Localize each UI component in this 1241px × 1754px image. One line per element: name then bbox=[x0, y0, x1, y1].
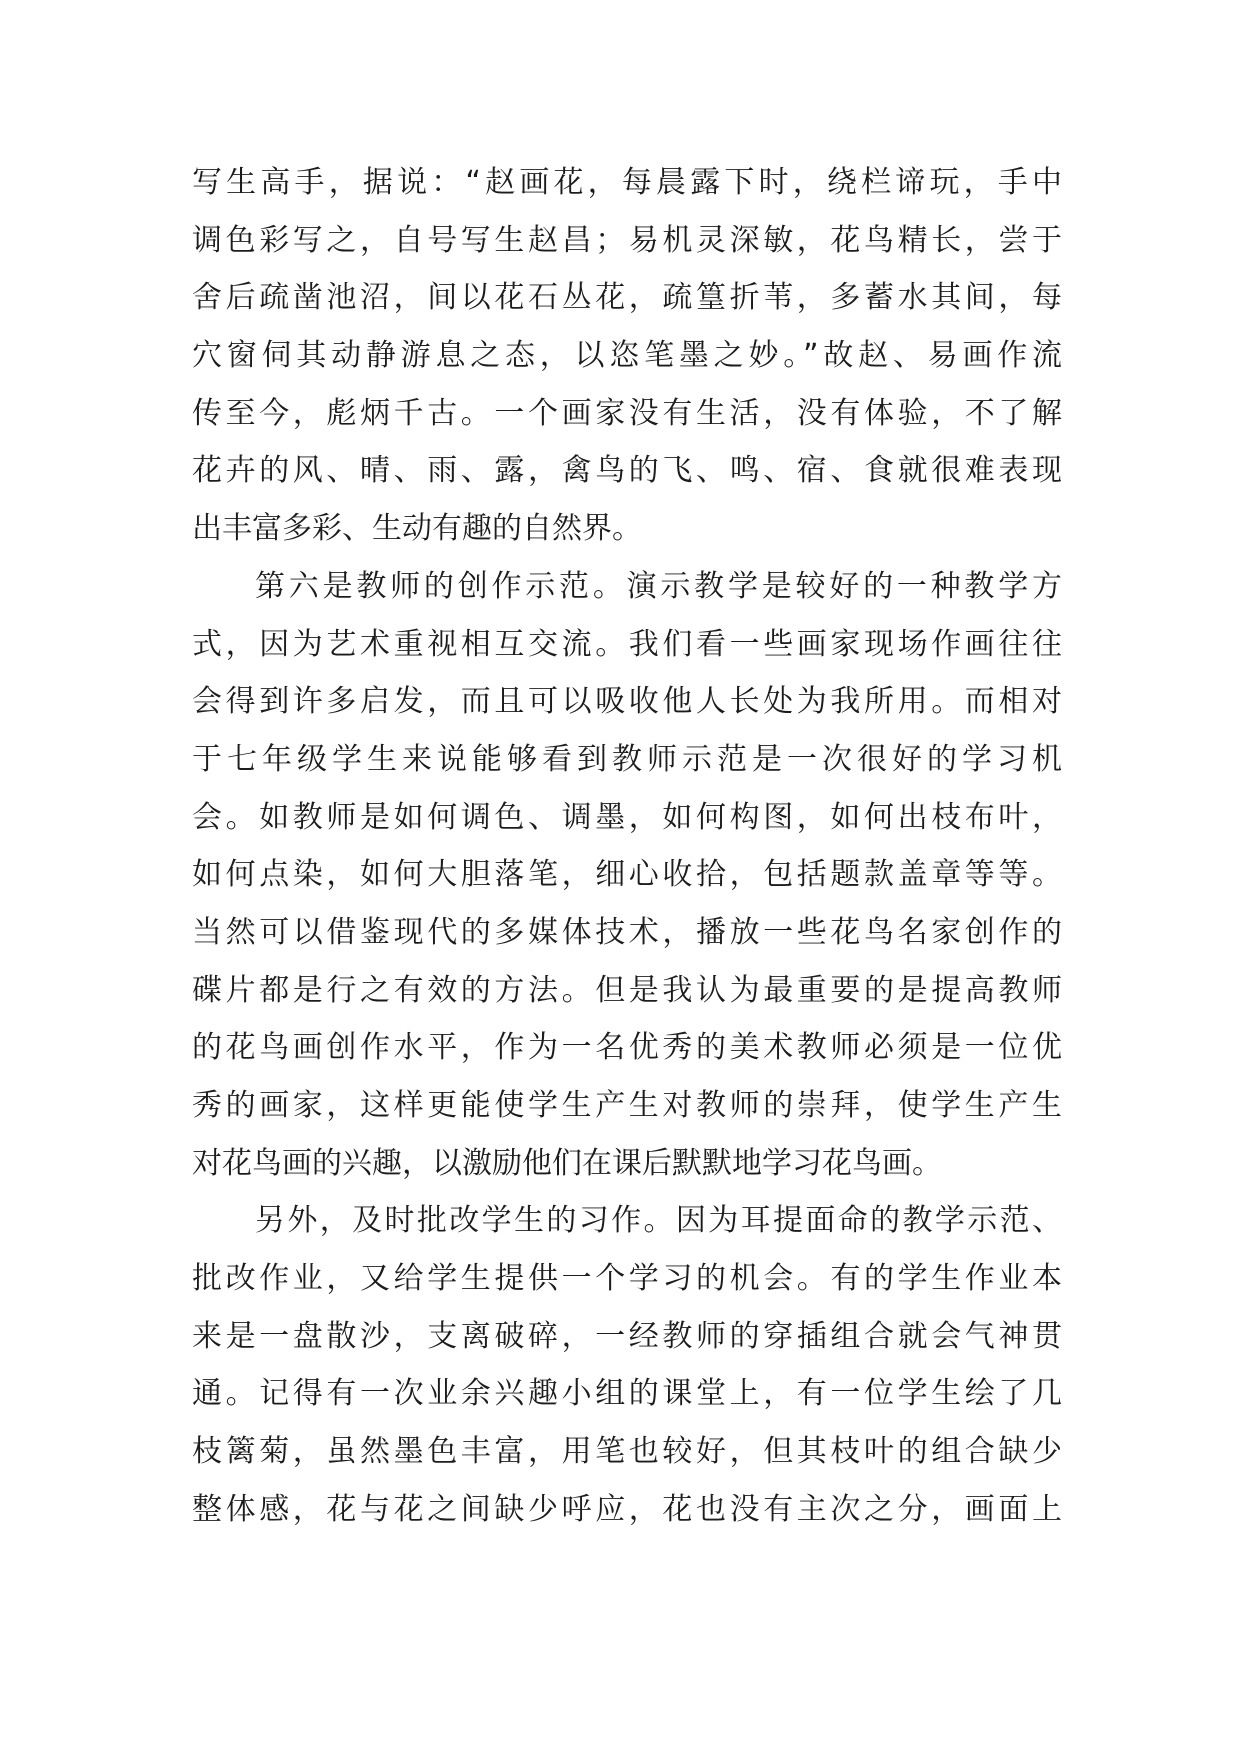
text-line: 来是一盘散沙，支离破碎，一经教师的穿插组合就会气神贯 bbox=[192, 1318, 1062, 1354]
text-line: 会。如教师是如何调色、调墨，如何构图，如何出枝布叶， bbox=[192, 799, 1062, 835]
text-line: 的花鸟画创作水平，作为一名优秀的美术教师必须是一位优 bbox=[192, 1030, 1062, 1066]
text-line: 对花鸟画的兴趣，以激励他们在课后默默地学习花鸟画。 bbox=[192, 1145, 942, 1181]
text-line: 碟片都是行之有效的方法。但是我认为最重要的是提高教师 bbox=[192, 972, 1062, 1008]
text-line: 通。记得有一次业余兴趣小组的课堂上，有一位学生绘了几 bbox=[192, 1376, 1062, 1412]
text-line: 秀的画家，这样更能使学生产生对教师的崇拜，使学生产生 bbox=[192, 1088, 1062, 1123]
text-line: 写生高手，据说：“赵画花，每晨露下时，绕栏谛玩，手中 bbox=[192, 165, 1062, 200]
text-line: 枝篱菊，虽然墨色丰富，用笔也较好，但其枝叶的组合缺少 bbox=[192, 1434, 1062, 1470]
text-line: 出丰富多彩、生动有趣的自然界。 bbox=[192, 511, 642, 547]
text-line: 传至今，彪炳千古。一个画家没有生活，没有体验，不了解 bbox=[192, 395, 1062, 431]
text-line: 式，因为艺术重视相互交流。我们看一些画家现场作画往往 bbox=[192, 626, 1062, 662]
text-line: 舍后疏凿池沼，间以花石丛花，疏篁折苇，多蓄水其间，每 bbox=[192, 280, 1062, 316]
text-line: 当然可以借鉴现代的多媒体技术，播放一些花鸟名家创作的 bbox=[192, 914, 1062, 950]
text-line: 花卉的风、晴、雨、露，禽鸟的飞、鸣、宿、食就很难表现 bbox=[192, 453, 1062, 489]
text-line: 如何点染，如何大胆落笔，细心收拾，包括题款盖章等等。 bbox=[192, 857, 1062, 893]
text-line: 调色彩写之，自号写生赵昌；易机灵深敏，花鸟精长，尝于 bbox=[192, 222, 1062, 258]
paragraph-first-line: 第六是教师的创作示范。演示教学是较好的一种教学方 bbox=[255, 568, 1062, 604]
text-line: 批改作业，又给学生提供一个学习的机会。有的学生作业本 bbox=[192, 1261, 1062, 1297]
body-text bbox=[192, 154, 1062, 1539]
paragraph-first-line: 另外，及时批改学生的习作。因为耳提面命的教学示范、 bbox=[255, 1203, 1062, 1239]
text-line: 于七年级学生来说能够看到教师示范是一次很好的学习机 bbox=[192, 741, 1062, 777]
text-line: 穴窗伺其动静游息之态，以恣笔墨之妙。”故赵、易画作流 bbox=[192, 338, 1062, 374]
text-line: 会得到许多启发，而且可以吸收他人长处为我所用。而相对 bbox=[192, 684, 1062, 720]
text-line: 整体感，花与花之间缺少呼应，花也没有主次之分，画面上 bbox=[192, 1491, 1062, 1527]
